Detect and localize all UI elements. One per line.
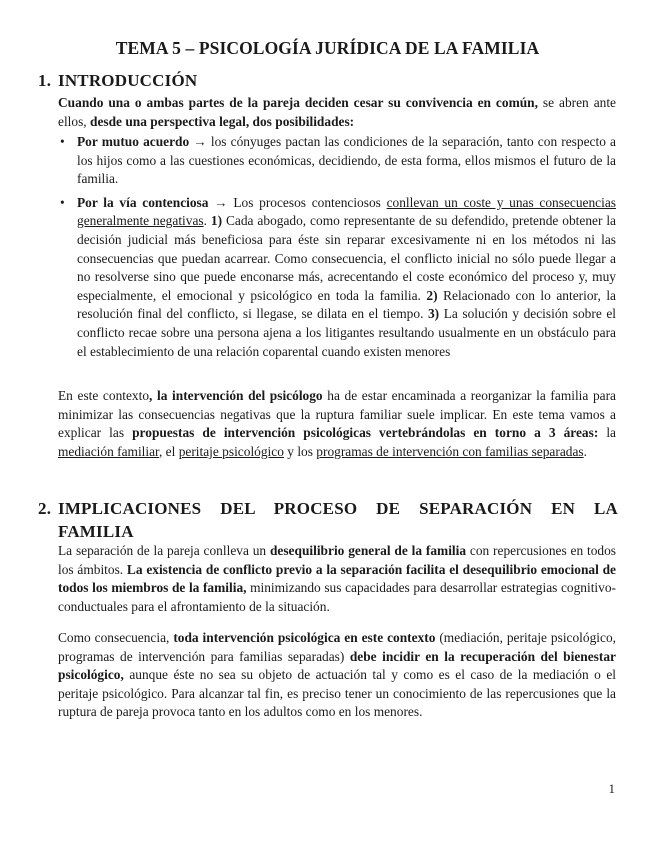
s2p2-text: (mediación, peritaje psicológico, programas de intervención para familias separadas) [58, 630, 617, 664]
p2-text: , el [158, 443, 179, 459]
bullet-2-point-2: 2) [426, 287, 438, 303]
intro-bold-2: desde una perspectiva legal, dos posibilidades: [90, 113, 355, 129]
section-1-heading [38, 71, 197, 91]
link-mediacion-familiar: mediación familiar [58, 443, 159, 459]
bullet-icon: • [60, 194, 65, 210]
section-1-paragraph-2 [58, 387, 616, 461]
bullet-2-text: Cada abogado, como representante de su defendido, pretende obtener la decisión judicial más beneficiosa para éste sin reparar excesivamente ni en los métodos ni las consecuencias que puedan acarrear. Como consecuencia, el conflicto inicial no sólo puede llegar a no resolverse sino que puede enconarse más, acrecentando el coste económico del proceso y, muy especialmente, el emocional y psicológico en toda la familia. [77, 213, 617, 303]
section-2-number: 2. [38, 499, 52, 518]
intro-bold-1: Cuando una o ambas partes de la pareja deciden cesar su convivencia en común, [58, 95, 538, 110]
s2p2-bold: toda intervención psicológica en este contexto [173, 630, 436, 645]
section-2-title-line-2: FAMILIA [58, 522, 134, 541]
p2-text: ha de estar encaminada a reorganizar la familia para minimizar las consecuencias negativas que la ruptura familiar suele implicar. En este tema vamos a explicar las [58, 388, 616, 441]
section-2-title-line-1: IMPLICACIONES DEL PROCESO DE SEPARACIÓN EN LA [58, 499, 618, 518]
section-1-intro [58, 94, 616, 131]
document-title: TEMA 5 – PSICOLOGÍA JURÍDICA DE LA FAMILIA [115, 38, 540, 58]
bullet-1-text: los cónyuges pactan las condiciones de la separación, tanto con respecto a los hijos como a las cuestiones económicas, decidiendo, de esta forma, ellos mismos el futuro de la familia. [77, 134, 616, 187]
intro-text-1: se abren ante ellos, [58, 95, 616, 129]
s2p1-text: La separación de la pareja conlleva un [58, 543, 270, 558]
options-list [58, 133, 616, 366]
section-1-title: INTRODUCCIÓN [58, 71, 198, 90]
s2p2-bold: debe incidir en la recuperación del bienestar psicológico, [58, 648, 616, 683]
s2p1-bold: desequilibrio general de la familia [269, 543, 467, 558]
page-number: 1 [608, 781, 615, 796]
p2-text: la [598, 425, 616, 441]
p2-bold: propuestas de intervención psicológicas vertebrándolas en torno a 3 áreas: [132, 425, 599, 441]
list-item-mutual-agreement [58, 133, 616, 189]
s2p1-bold: La existencia de conflicto previo a la separación facilita el desequilibrio emocional de todos los miembros de la familia, [58, 561, 616, 596]
bullet-2-point-3: 3) [427, 306, 440, 322]
section-2-paragraph-2 [58, 629, 616, 722]
list-item-contentious [58, 194, 616, 361]
bullet-2-text: La solución y decisión sobre el conflicto recae sobre una persona ajena a los litigantes resultando usualmente en un obstáculo para el establecimiento de una relación coparental cuando existen menores [77, 306, 616, 359]
bullet-2-text: . [203, 213, 211, 229]
bullet-icon: • [60, 134, 65, 149]
p2-text: y los [283, 443, 317, 459]
bullet-2-text: Relacionado con lo anterior, la resolución final del conflicto, si llegase, se dilata en el tiempo. [77, 287, 616, 322]
p2-text: . [583, 443, 587, 459]
section-2-paragraph-1 [58, 542, 616, 616]
p2-bold: , la intervención del psicólogo [149, 388, 323, 403]
s2p2-text: Como consecuencia, [58, 630, 174, 645]
s2p1-text: con repercusiones en todos los ámbitos. [58, 543, 616, 577]
s2p2-text: aunque éste no sea su objeto de actuación tal y como es el caso de la mediación o el peritaje psicológico. Para alcanzar tal fin, es preciso tener un conocimiento de las repercusiones que la ruptura de pareja provoca tanto en los adultos como en los menores. [58, 667, 616, 720]
link-peritaje-psicologico: peritaje psicológico [178, 443, 284, 459]
section-1-number: 1. [38, 71, 52, 90]
p2-text: En este contexto [58, 388, 150, 403]
link-programas-intervencion: programas de intervención con familias separadas [316, 443, 584, 459]
s2p1-text: minimizando sus capacidades para desarrollar estrategias cognitivo-conductuales para el afrontamiento de la situación. [58, 580, 616, 614]
bullet-2-underline: conllevan un coste y unas consecuencias generalmente negativas [77, 194, 616, 229]
bullet-1-lead: Por mutuo acuerdo → [77, 134, 207, 149]
section-2-heading [38, 497, 618, 543]
bullet-2-lead: Por la vía contenciosa → [77, 194, 228, 210]
bullet-2-point-1: 1) [210, 213, 223, 229]
bullet-2-text: Los procesos contenciosos [227, 194, 387, 210]
